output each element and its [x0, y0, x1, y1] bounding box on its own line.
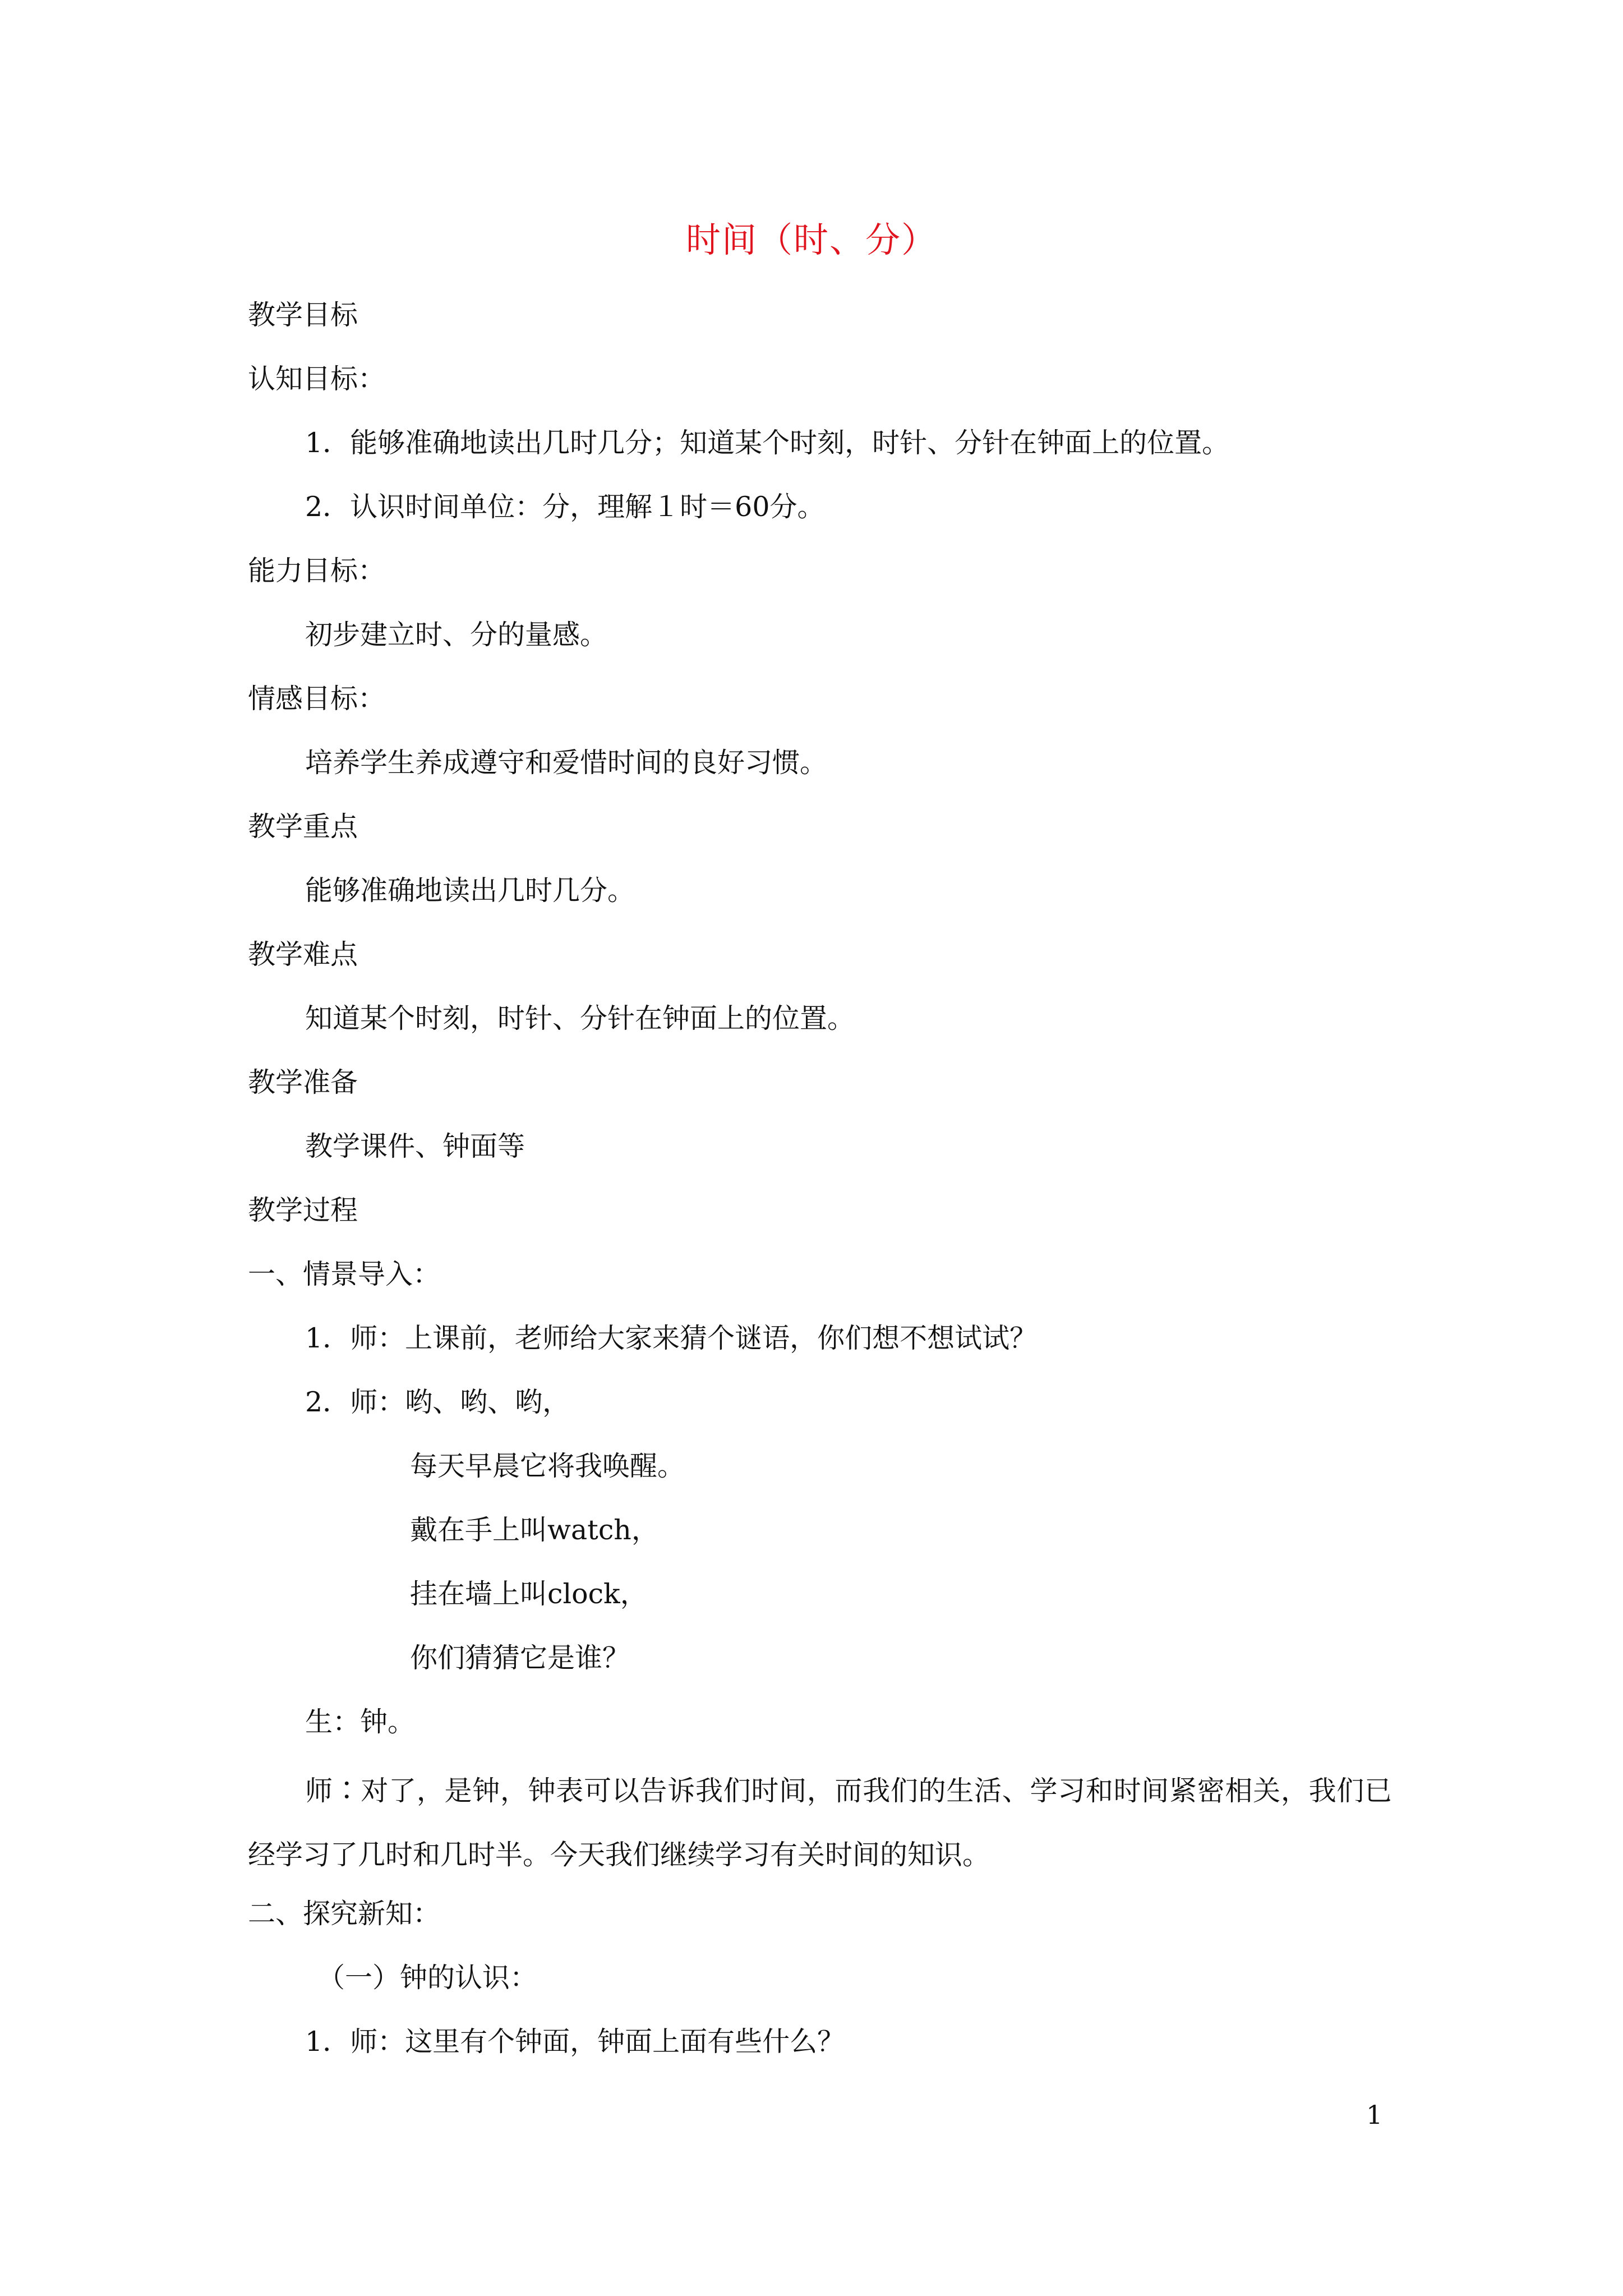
list-item: 1．师：这里有个钟面，钟面上面有些什么？: [305, 2026, 845, 2058]
section-heading-explore: 二、探究新知：: [248, 1898, 441, 1930]
paragraph-teacher-explanation: 师∶对了，是钟，钟表可以告诉我们时间，而我们的生活、学习和时间紧密相关，我们已经学习了几时和几时半。今天我们继续学习有关时间的知识。: [248, 1775, 1392, 1871]
list-item: 1．能够准确地读出几时几分；知道某个时刻，时针、分针在钟面上的位置。: [305, 427, 1230, 459]
section-heading-intro: 一、情景导入：: [248, 1258, 441, 1290]
riddle-line: 每天早晨它将我唤醒。: [410, 1450, 685, 1482]
riddle-line: 挂在墙上叫clock，: [410, 1578, 648, 1610]
heading-teaching-goals: 教学目标: [248, 299, 358, 331]
riddle-line: 你们猜猜它是谁？: [410, 1642, 630, 1674]
heading-preparation: 教学准备: [248, 1066, 358, 1098]
heading-difficulties: 教学难点: [248, 938, 358, 970]
document-title: 时间（时、分）: [685, 219, 937, 260]
page-number: 1: [1366, 2100, 1383, 2130]
subsection-heading: （一）钟的认识：: [317, 1962, 538, 1994]
heading-key-points: 教学重点: [248, 811, 358, 843]
heading-emotional-goals: 情感目标：: [248, 683, 386, 715]
paragraph: 初步建立时、分的量感。: [305, 619, 608, 651]
list-item: 1．师：上课前，老师给大家来猜个谜语，你们想不想试试？: [305, 1322, 1038, 1354]
paragraph: 知道某个时刻，时针、分针在钟面上的位置。: [305, 1002, 855, 1034]
paragraph: 培养学生养成遵守和爱惜时间的良好习惯。: [305, 747, 828, 779]
paragraph: 能够准确地读出几时几分。: [305, 875, 635, 907]
heading-process: 教学过程: [248, 1194, 358, 1226]
list-item: 2．师：哟、哟、哟，: [305, 1386, 570, 1418]
heading-cognitive-goals: 认知目标：: [248, 363, 386, 395]
riddle-line: 戴在手上叫watch，: [410, 1514, 659, 1546]
paragraph: 教学课件、钟面等: [305, 1130, 525, 1162]
paragraph: 生：钟。: [305, 1706, 416, 1738]
heading-ability-goals: 能力目标：: [248, 555, 386, 587]
list-item: 2．认识时间单位：分，理解１时＝60分。: [305, 491, 825, 523]
